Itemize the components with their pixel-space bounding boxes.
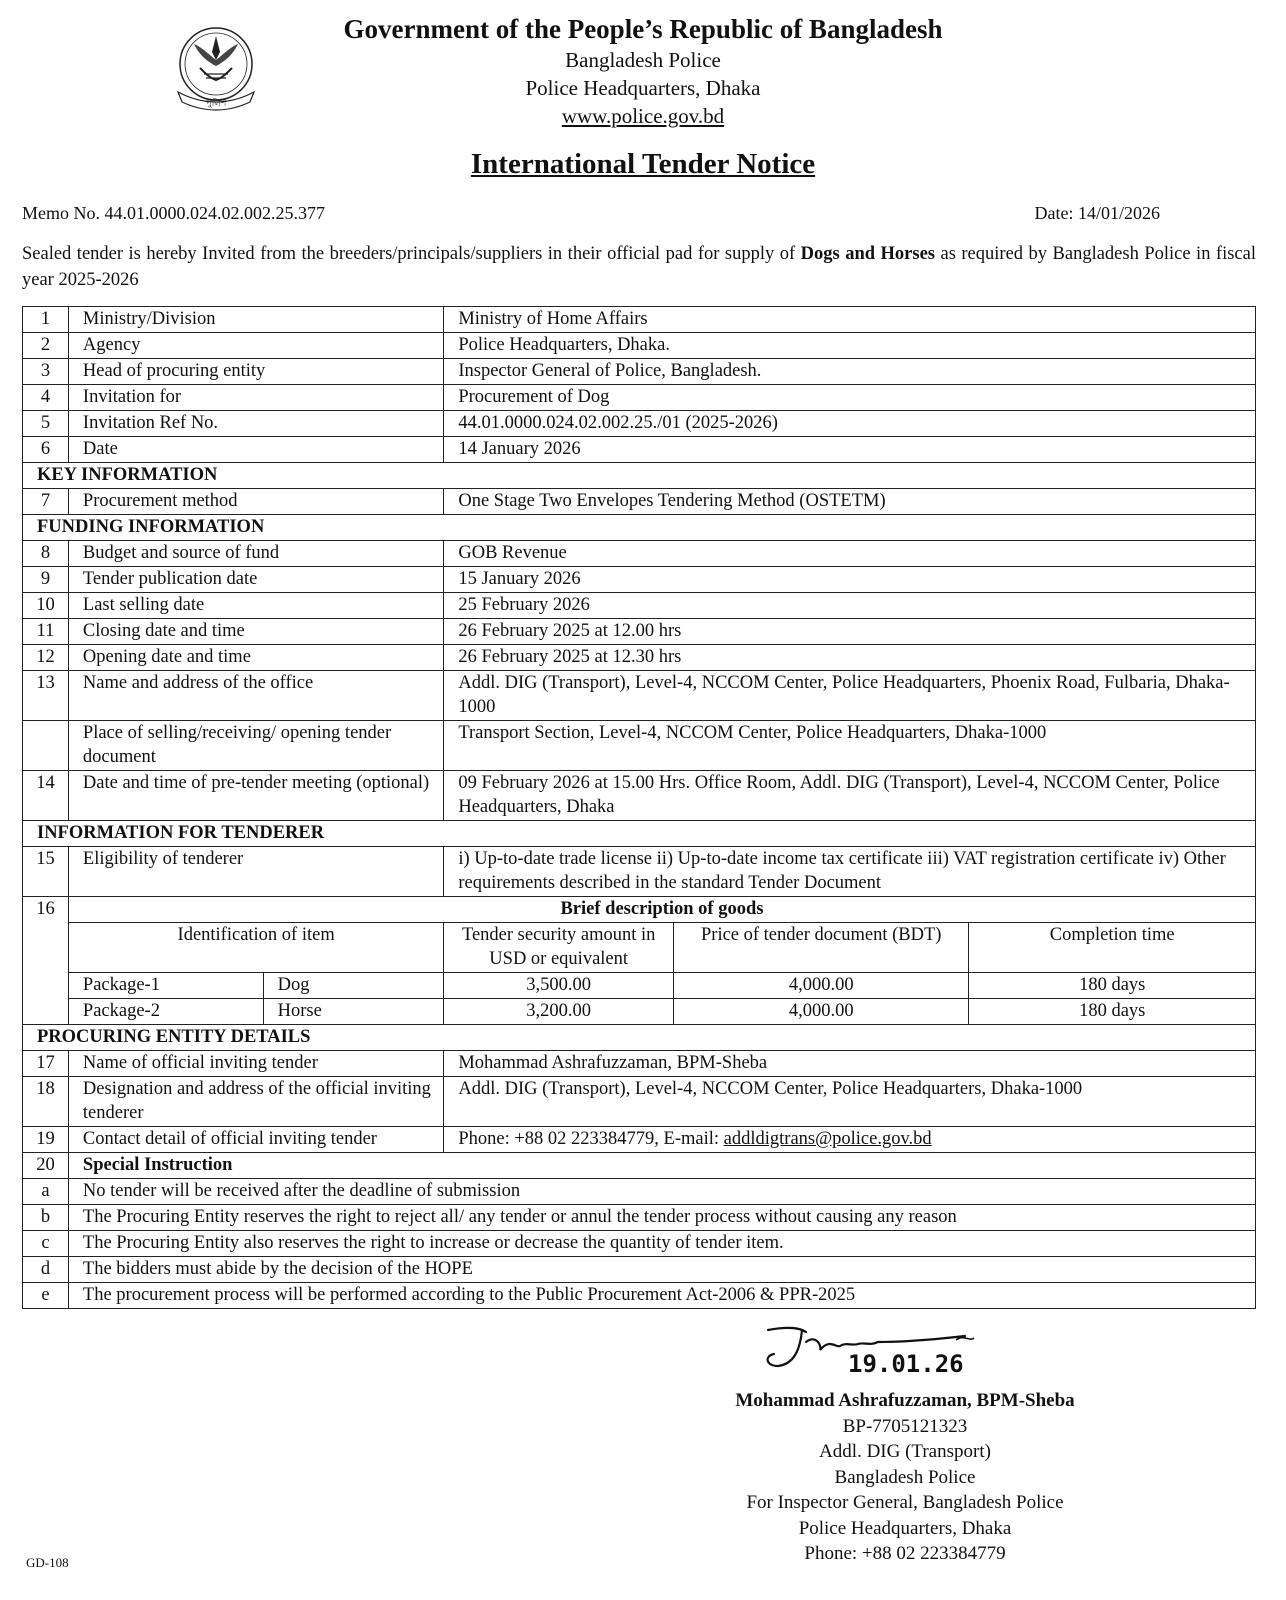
goods-title-row bbox=[23, 897, 1256, 923]
special-instruction-heading: Special Instruction bbox=[68, 1153, 1255, 1179]
row-label: Name and address of the office bbox=[68, 671, 443, 721]
goods-col-item: Identification of item bbox=[68, 923, 443, 973]
intro-text-end: as required by Bangladesh Police in fiscal year 2025-2026 bbox=[22, 244, 1256, 290]
row-label: Name of official inviting tender bbox=[68, 1051, 443, 1077]
signatory-name: Mohammad Ashrafuzzaman, BPM-Sheba bbox=[735, 1390, 1075, 1411]
row-value: 14 January 2026 bbox=[444, 437, 1256, 463]
goods-package: Package-2 bbox=[68, 999, 263, 1025]
row-number: 2 bbox=[23, 333, 69, 359]
goods-security: 3,500.00 bbox=[444, 973, 674, 999]
row-value: Mohammad Ashrafuzzaman, BPM-Sheba bbox=[444, 1051, 1256, 1077]
goods-price: 4,000.00 bbox=[673, 973, 968, 999]
row-label: Last selling date bbox=[68, 593, 443, 619]
signatory-office: Police Headquarters, Dhaka bbox=[798, 1517, 1012, 1539]
goods-security: 3,200.00 bbox=[444, 999, 674, 1025]
row-value: One Stage Two Envelopes Tendering Method (OSTETM) bbox=[444, 489, 1256, 515]
table-row bbox=[23, 333, 1256, 359]
instruction-letter: d bbox=[23, 1257, 69, 1283]
section-row bbox=[23, 821, 1256, 847]
row-label: Invitation for bbox=[68, 385, 443, 411]
row-label: Closing date and time bbox=[68, 619, 443, 645]
section-procuring-entity-details: PROCURING ENTITY DETAILS bbox=[23, 1025, 1256, 1051]
row-label: Agency bbox=[68, 333, 443, 359]
intro-paragraph bbox=[22, 241, 1256, 293]
section-information-for-tenderer: INFORMATION FOR TENDERER bbox=[23, 821, 1256, 847]
goods-title: Brief description of goods bbox=[68, 897, 1255, 923]
instruction-row bbox=[23, 1179, 1256, 1205]
instruction-row bbox=[23, 1257, 1256, 1283]
table-row bbox=[23, 411, 1256, 437]
notice-date: Date: 14/01/2026 bbox=[1034, 203, 1160, 223]
table-row bbox=[23, 437, 1256, 463]
table-row bbox=[23, 307, 1256, 333]
signature-block bbox=[680, 1388, 1130, 1567]
row-label: Invitation Ref No. bbox=[68, 411, 443, 437]
section-row bbox=[23, 515, 1256, 541]
row-number: 4 bbox=[23, 385, 69, 411]
table-row bbox=[23, 721, 1256, 771]
website-link[interactable]: www.police.gov.bd bbox=[561, 104, 725, 128]
table-row bbox=[23, 541, 1256, 567]
table-row bbox=[23, 593, 1256, 619]
signatory-org: Bangladesh Police bbox=[834, 1466, 976, 1488]
row-label: Date bbox=[68, 437, 443, 463]
signatory-designation: Addl. DIG (Transport) bbox=[819, 1441, 991, 1462]
row-number: 15 bbox=[23, 847, 69, 897]
row-value: Police Headquarters, Dhaka. bbox=[444, 333, 1256, 359]
row-number: 6 bbox=[23, 437, 69, 463]
instruction-letter: b bbox=[23, 1205, 69, 1231]
table-row bbox=[23, 671, 1256, 721]
section-row bbox=[23, 463, 1256, 489]
table-row bbox=[23, 619, 1256, 645]
row-label: Budget and source of fund bbox=[68, 541, 443, 567]
row-label: Opening date and time bbox=[68, 645, 443, 671]
row-value: 26 February 2025 at 12.30 hrs bbox=[444, 645, 1256, 671]
row-label: Ministry/Division bbox=[68, 307, 443, 333]
row-number: 8 bbox=[23, 541, 69, 567]
instruction-text: The procurement process will be performed according to the Public Procurement Act-2006 & PPR-2025 bbox=[68, 1283, 1255, 1309]
row-label: Designation and address of the official inviting tenderer bbox=[68, 1077, 443, 1127]
section-funding-information: FUNDING INFORMATION bbox=[23, 515, 1256, 541]
goods-item-row bbox=[23, 973, 1256, 999]
row-label: Contact detail of official inviting tender bbox=[68, 1127, 443, 1153]
goods-header-row bbox=[23, 923, 1256, 973]
tender-details-table bbox=[22, 306, 1256, 1309]
table-row bbox=[23, 567, 1256, 593]
row-number: 9 bbox=[23, 567, 69, 593]
table-row bbox=[23, 771, 1256, 821]
table-row bbox=[23, 1153, 1256, 1179]
instruction-text: No tender will be received after the deadline of submission bbox=[68, 1179, 1255, 1205]
row-value: 26 February 2025 at 12.00 hrs bbox=[444, 619, 1256, 645]
row-value: GOB Revenue bbox=[444, 541, 1256, 567]
row-label: Procurement method bbox=[68, 489, 443, 515]
table-row bbox=[23, 489, 1256, 515]
signature-image bbox=[760, 1320, 1000, 1390]
goods-completion-time: 180 days bbox=[969, 999, 1256, 1025]
government-heading: Government of the People’s Republic of Bangladesh bbox=[343, 14, 943, 44]
row-value: Inspector General of Police, Bangladesh. bbox=[444, 359, 1256, 385]
row-number bbox=[23, 721, 69, 771]
goods-package: Package-1 bbox=[68, 973, 263, 999]
instruction-letter: a bbox=[23, 1179, 69, 1205]
instruction-row bbox=[23, 1231, 1256, 1257]
goods-price: 4,000.00 bbox=[673, 999, 968, 1025]
signatory-for: For Inspector General, Bangladesh Police bbox=[746, 1492, 1064, 1513]
contact-phone: Phone: +88 02 223384779, E-mail: bbox=[458, 1129, 724, 1149]
goods-col-security: Tender security amount in USD or equivalent bbox=[444, 923, 674, 973]
tender-table-body bbox=[23, 307, 1256, 1309]
row-number: 17 bbox=[23, 1051, 69, 1077]
row-number: 13 bbox=[23, 671, 69, 721]
section-row bbox=[23, 1025, 1256, 1051]
footer-code: GD-108 bbox=[26, 1555, 69, 1570]
instruction-text: The bidders must abide by the decision of the HOPE bbox=[68, 1257, 1255, 1283]
row-value: 25 February 2026 bbox=[444, 593, 1256, 619]
instruction-text: The Procuring Entity also reserves the right to increase or decrease the quantity of tender item. bbox=[68, 1231, 1255, 1257]
row-label: Place of selling/receiving/ opening tender document bbox=[68, 721, 443, 771]
row-value: i) Up-to-date trade license ii) Up-to-date income tax certificate iii) VAT registration certificate iv) Other requirements described in the standard Tender Document bbox=[444, 847, 1256, 897]
table-row bbox=[23, 1051, 1256, 1077]
emblem-text: পুলিশ bbox=[205, 99, 227, 109]
intro-text: Sealed tender is hereby Invited from the breeders/principals/suppliers in their official pad for supply of bbox=[22, 244, 801, 264]
row-value: 44.01.0000.024.02.002.25./01 (2025-2026) bbox=[444, 411, 1256, 437]
row-number: 16 bbox=[23, 897, 69, 1025]
handwritten-date: 19.01.26 bbox=[848, 1350, 964, 1378]
row-number: 11 bbox=[23, 619, 69, 645]
goods-col-price: Price of tender document (BDT) bbox=[673, 923, 968, 973]
row-number: 5 bbox=[23, 411, 69, 437]
table-row bbox=[23, 645, 1256, 671]
row-value: Ministry of Home Affairs bbox=[444, 307, 1256, 333]
section-key-information: KEY INFORMATION bbox=[23, 463, 1256, 489]
signatory-phone: Phone: +88 02 223384779 bbox=[804, 1543, 1006, 1564]
table-row bbox=[23, 1077, 1256, 1127]
row-label: Head of procuring entity bbox=[68, 359, 443, 385]
row-number: 1 bbox=[23, 307, 69, 333]
row-value: Procurement of Dog bbox=[444, 385, 1256, 411]
department-heading: Bangladesh Police bbox=[565, 48, 721, 72]
table-row bbox=[23, 385, 1256, 411]
signatory-bp: BP-7705121323 bbox=[842, 1415, 968, 1437]
instruction-letter: e bbox=[23, 1283, 69, 1309]
row-number: 3 bbox=[23, 359, 69, 385]
instruction-text: The Procuring Entity reserves the right to reject all/ any tender or annul the tender process without causing any reason bbox=[68, 1205, 1255, 1231]
instruction-row bbox=[23, 1205, 1256, 1231]
notice-title: International Tender Notice bbox=[470, 148, 816, 180]
row-number: 12 bbox=[23, 645, 69, 671]
row-label: Date and time of pre-tender meeting (optional) bbox=[68, 771, 443, 821]
table-row bbox=[23, 1127, 1256, 1153]
row-label: Tender publication date bbox=[68, 567, 443, 593]
instruction-letter: c bbox=[23, 1231, 69, 1257]
row-number: 18 bbox=[23, 1077, 69, 1127]
goods-col-time: Completion time bbox=[969, 923, 1256, 973]
row-number: 14 bbox=[23, 771, 69, 821]
goods-item-name: Horse bbox=[263, 999, 444, 1025]
row-value: 15 January 2026 bbox=[444, 567, 1256, 593]
contact-email-link[interactable]: addldigtrans@police.gov.bd bbox=[723, 1129, 932, 1149]
row-value: Addl. DIG (Transport), Level-4, NCCOM Center, Police Headquarters, Dhaka-1000 bbox=[444, 1077, 1256, 1127]
goods-item-name: Dog bbox=[263, 973, 444, 999]
goods-completion-time: 180 days bbox=[969, 973, 1256, 999]
row-value bbox=[444, 1127, 1256, 1153]
row-number: 10 bbox=[23, 593, 69, 619]
instruction-row bbox=[23, 1283, 1256, 1309]
row-number: 20 bbox=[23, 1153, 69, 1179]
table-row bbox=[23, 847, 1256, 897]
row-value: 09 February 2026 at 15.00 Hrs. Office Room, Addl. DIG (Transport), Level-4, NCCOM Center, Police Headquarters, Dhaka bbox=[444, 771, 1256, 821]
office-heading: Police Headquarters, Dhaka bbox=[525, 76, 761, 100]
row-number: 7 bbox=[23, 489, 69, 515]
table-row bbox=[23, 359, 1256, 385]
row-value: Transport Section, Level-4, NCCOM Center, Police Headquarters, Dhaka-1000 bbox=[444, 721, 1256, 771]
row-number: 19 bbox=[23, 1127, 69, 1153]
goods-item-row bbox=[23, 999, 1256, 1025]
memo-number: Memo No. 44.01.0000.024.02.002.25.377 bbox=[22, 203, 325, 223]
intro-goods: Dogs and Horses bbox=[800, 244, 935, 264]
row-value: Addl. DIG (Transport), Level-4, NCCOM Center, Police Headquarters, Phoenix Road, Fulbaria, Dhaka-1000 bbox=[444, 671, 1256, 721]
row-label: Eligibility of tenderer bbox=[68, 847, 443, 897]
